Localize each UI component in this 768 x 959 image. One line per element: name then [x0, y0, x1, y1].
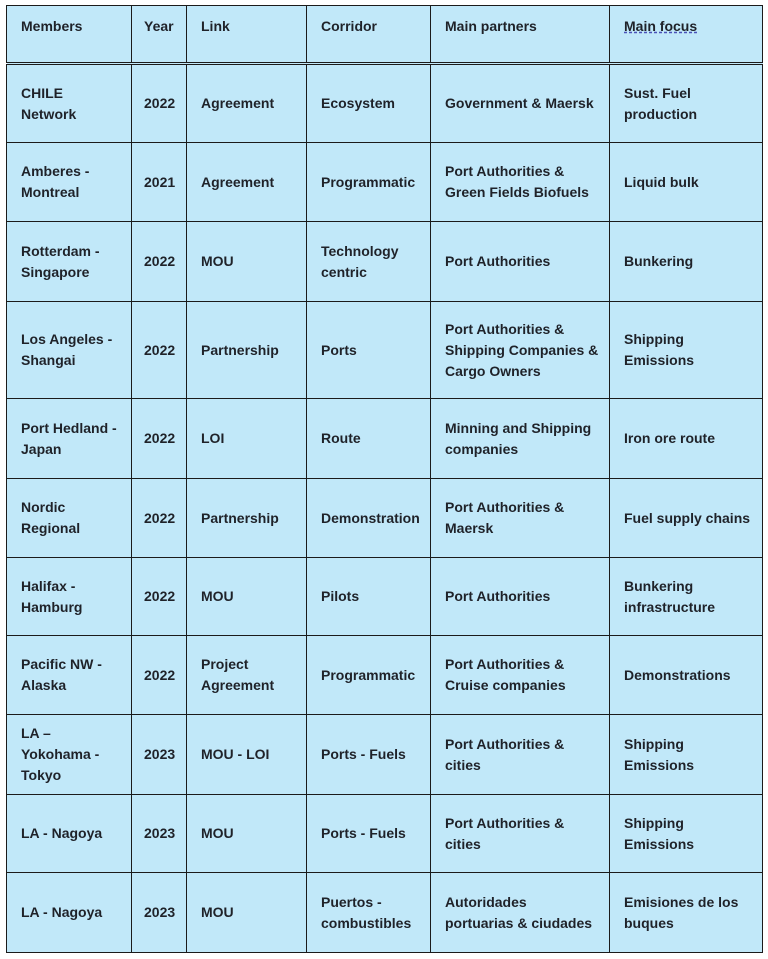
cell-partners: Autoridades portuarias & ciudades: [431, 873, 610, 953]
cell-corridor: Programmatic: [307, 143, 431, 222]
table-row: [7, 636, 763, 715]
cell-link: MOU: [187, 558, 307, 636]
cell-members: Pacific NW - Alaska: [7, 636, 132, 715]
cell-link: MOU: [187, 873, 307, 953]
cell-year: 2023: [132, 873, 187, 953]
cell-link: Agreement: [187, 64, 307, 143]
cell-corridor: Ports - Fuels: [307, 715, 431, 795]
cell-members: Nordic Regional: [7, 479, 132, 558]
table-header: [7, 6, 763, 64]
cell-link: Agreement: [187, 143, 307, 222]
table-row: [7, 479, 763, 558]
cell-focus: Fuel supply chains: [610, 479, 763, 558]
cell-partners: Port Authorities: [431, 558, 610, 636]
cell-corridor: Demonstration: [307, 479, 431, 558]
cell-year: 2021: [132, 143, 187, 222]
table-row: [7, 715, 763, 795]
cell-focus: Bunkering: [610, 222, 763, 302]
table-row: [7, 795, 763, 873]
cell-year: 2022: [132, 222, 187, 302]
cell-partners: Port Authorities: [431, 222, 610, 302]
cell-corridor: Technology centric: [307, 222, 431, 302]
cell-members: Amberes - Montreal: [7, 143, 132, 222]
cell-focus: Bunkering infrastructure: [610, 558, 763, 636]
cell-members: LA - Nagoya: [7, 873, 132, 953]
header-row: [7, 6, 763, 64]
cell-partners: Port Authorities & cities: [431, 795, 610, 873]
cell-link: MOU: [187, 222, 307, 302]
table-row: [7, 558, 763, 636]
cell-year: 2022: [132, 302, 187, 399]
cell-link: LOI: [187, 399, 307, 479]
header-corridor: Corridor: [307, 6, 431, 64]
cell-members: Rotterdam - Singapore: [7, 222, 132, 302]
cell-members: CHILE Network: [7, 64, 132, 143]
cell-focus: Shipping Emissions: [610, 302, 763, 399]
cell-year: 2023: [132, 715, 187, 795]
cell-corridor: Puertos - combustibles: [307, 873, 431, 953]
cell-link: Partnership: [187, 479, 307, 558]
cell-members: Los Angeles - Shangai: [7, 302, 132, 399]
header-year: Year: [132, 6, 187, 64]
cell-partners: Port Authorities & cities: [431, 715, 610, 795]
cell-focus: Iron ore route: [610, 399, 763, 479]
cell-focus: Liquid bulk: [610, 143, 763, 222]
cell-partners: Minning and Shipping companies: [431, 399, 610, 479]
cell-members: LA – Yokohama - Tokyo: [7, 715, 132, 795]
header-link: Link: [187, 6, 307, 64]
cell-corridor: Route: [307, 399, 431, 479]
cell-partners: Government & Maersk: [431, 64, 610, 143]
header-members: Members: [7, 6, 132, 64]
cell-year: 2022: [132, 479, 187, 558]
cell-members: Port Hedland - Japan: [7, 399, 132, 479]
cell-corridor: Pilots: [307, 558, 431, 636]
cell-corridor: Ecosystem: [307, 64, 431, 143]
corridors-table: [6, 5, 763, 953]
cell-members: Halifax - Hamburg: [7, 558, 132, 636]
cell-focus: Shipping Emissions: [610, 715, 763, 795]
cell-year: 2022: [132, 64, 187, 143]
table-body: [7, 64, 763, 953]
cell-year: 2022: [132, 399, 187, 479]
cell-partners: Port Authorities & Maersk: [431, 479, 610, 558]
cell-partners: Port Authorities & Green Fields Biofuels: [431, 143, 610, 222]
cell-link: Partnership: [187, 302, 307, 399]
cell-focus: Sust. Fuel production: [610, 64, 763, 143]
table-row: [7, 143, 763, 222]
cell-corridor: Ports - Fuels: [307, 795, 431, 873]
cell-focus: Demonstrations: [610, 636, 763, 715]
header-main-partners: Main partners: [431, 6, 610, 64]
cell-corridor: Programmatic: [307, 636, 431, 715]
cell-year: 2022: [132, 558, 187, 636]
cell-focus: Emisiones de los buques: [610, 873, 763, 953]
table-row: [7, 399, 763, 479]
cell-year: 2023: [132, 795, 187, 873]
table-row: [7, 64, 763, 143]
table-row: [7, 873, 763, 953]
cell-link: MOU - LOI: [187, 715, 307, 795]
cell-partners: Port Authorities & Cruise companies: [431, 636, 610, 715]
cell-corridor: Ports: [307, 302, 431, 399]
cell-year: 2022: [132, 636, 187, 715]
table-row: [7, 222, 763, 302]
cell-members: LA - Nagoya: [7, 795, 132, 873]
cell-focus: Shipping Emissions: [610, 795, 763, 873]
cell-link: Project Agreement: [187, 636, 307, 715]
main-focus-label: Main focus: [624, 18, 698, 34]
table-row: [7, 302, 763, 399]
cell-partners: Port Authorities & Shipping Companies & Cargo Owners: [431, 302, 610, 399]
cell-link: MOU: [187, 795, 307, 873]
header-main-focus: [610, 6, 763, 64]
